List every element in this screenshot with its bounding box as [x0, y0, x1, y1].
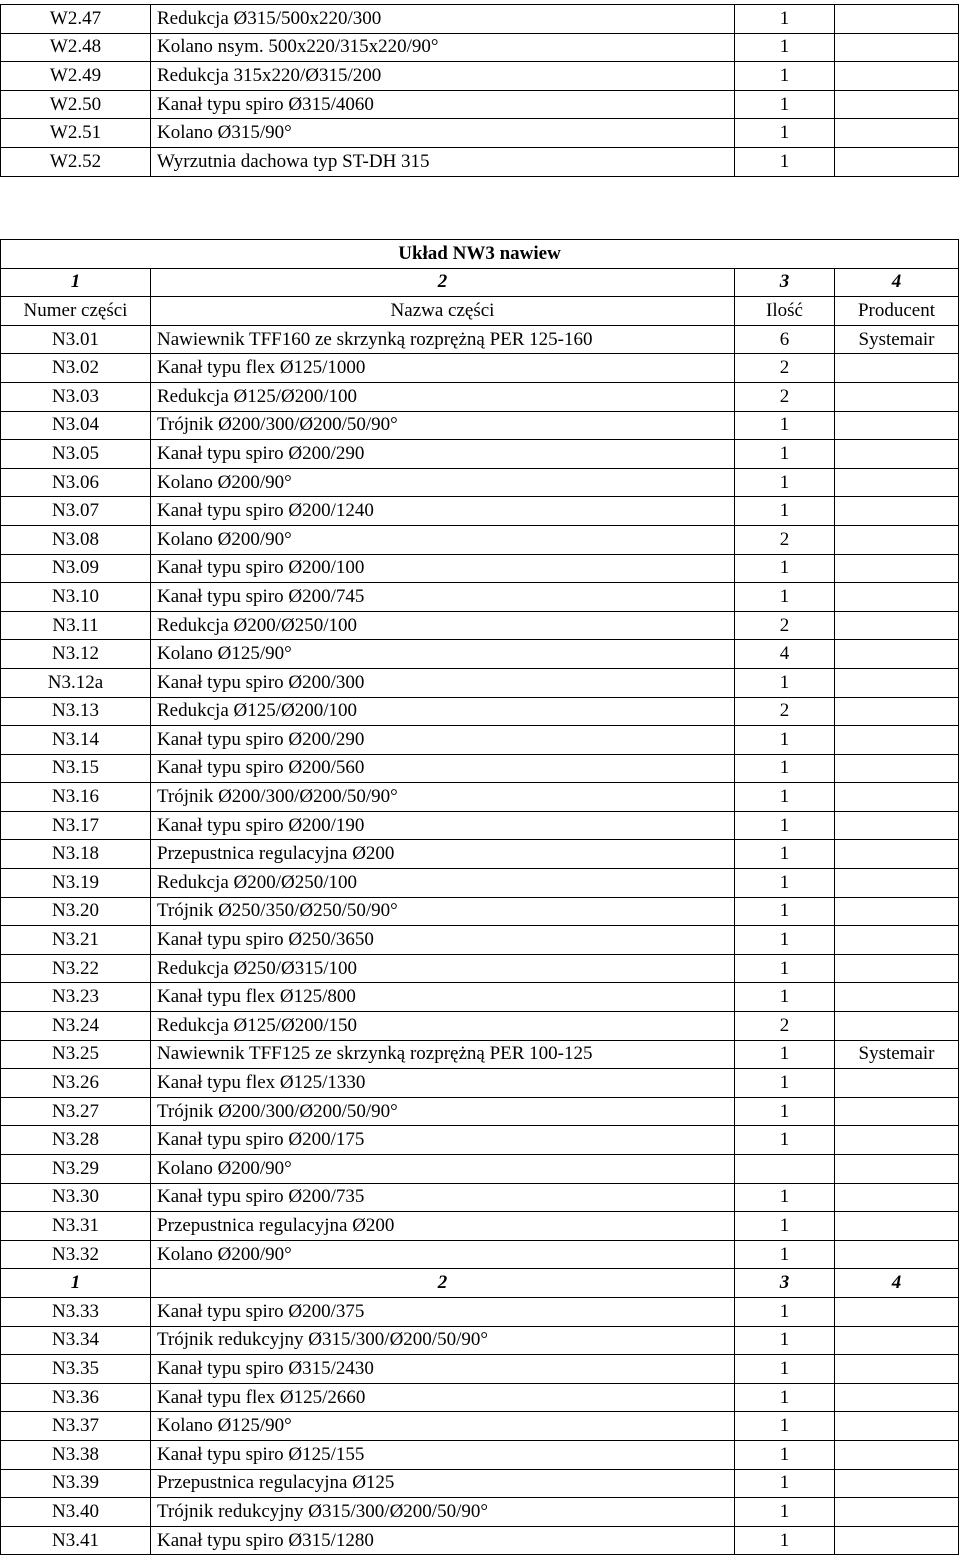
table-row	[1, 354, 959, 383]
part-number-cell: N3.10	[1, 583, 151, 612]
part-name-cell: Kolano Ø125/90°	[151, 640, 735, 669]
part-number-cell: N3.11	[1, 611, 151, 640]
producent-cell	[835, 811, 959, 840]
part-number-cell: N3.28	[1, 1126, 151, 1155]
quantity-cell: 1	[735, 1412, 835, 1441]
quantity-cell: 1	[735, 1126, 835, 1155]
producent-cell	[835, 468, 959, 497]
part-number-cell: N3.22	[1, 954, 151, 983]
quantity-cell: 1	[735, 783, 835, 812]
part-name-cell: Kanał typu spiro Ø200/375	[151, 1297, 735, 1326]
column-number-4: 4	[835, 268, 959, 297]
quantity-cell: 1	[735, 897, 835, 926]
producent-cell	[835, 611, 959, 640]
producent-cell	[835, 1526, 959, 1555]
part-number-cell: N3.34	[1, 1326, 151, 1355]
table-row	[1, 1069, 959, 1098]
producent-cell	[835, 1498, 959, 1527]
table-row	[1, 1126, 959, 1155]
quantity-cell: 1	[735, 726, 835, 755]
column-number-1: 1	[1, 268, 151, 297]
column-number-1-repeat: 1	[1, 1269, 151, 1298]
part-number-cell: N3.32	[1, 1240, 151, 1269]
producent-cell	[835, 1212, 959, 1241]
part-name-cell: Trójnik Ø200/300/Ø200/50/90°	[151, 1097, 735, 1126]
table-row	[1, 1412, 959, 1441]
part-number-cell: N3.14	[1, 726, 151, 755]
quantity-cell: 1	[735, 1040, 835, 1069]
table-row	[1, 1097, 959, 1126]
quantity-cell: 1	[735, 1383, 835, 1412]
part-number-cell: N3.25	[1, 1040, 151, 1069]
table-row	[1, 119, 959, 148]
part-number-cell: N3.35	[1, 1355, 151, 1384]
quantity-cell: 1	[735, 119, 835, 148]
table-row	[1, 754, 959, 783]
part-name-cell: Redukcja Ø200/Ø250/100	[151, 611, 735, 640]
part-name-cell: Kolano Ø200/90°	[151, 1240, 735, 1269]
producent-cell: Systemair	[835, 1040, 959, 1069]
part-number-cell: N3.23	[1, 983, 151, 1012]
part-name-cell: Kanał typu spiro Ø200/175	[151, 1126, 735, 1155]
producent-cell	[835, 1012, 959, 1041]
quantity-cell: 2	[735, 525, 835, 554]
table-row	[1, 1040, 959, 1069]
producent-cell	[835, 119, 959, 148]
quantity-cell: 1	[735, 811, 835, 840]
quantity-cell: 1	[735, 1240, 835, 1269]
part-name-cell: Kanał typu spiro Ø200/290	[151, 726, 735, 755]
quantity-cell: 1	[735, 5, 835, 34]
part-number-cell: N3.27	[1, 1097, 151, 1126]
part-number-cell: W2.50	[1, 90, 151, 119]
part-name-cell: Kanał typu spiro Ø200/745	[151, 583, 735, 612]
quantity-cell: 1	[735, 554, 835, 583]
producent-cell	[835, 583, 959, 612]
producent-cell	[835, 1240, 959, 1269]
quantity-cell: 1	[735, 468, 835, 497]
table-row	[1, 583, 959, 612]
parts-rows-a	[1, 325, 959, 1269]
quantity-cell: 1	[735, 583, 835, 612]
part-name-cell: Kanał typu flex Ø125/1330	[151, 1069, 735, 1098]
part-number-cell: N3.09	[1, 554, 151, 583]
part-name-cell: Redukcja Ø125/Ø200/100	[151, 382, 735, 411]
quantity-cell: 1	[735, 1212, 835, 1241]
part-number-cell: N3.18	[1, 840, 151, 869]
part-name-cell: Kanał typu flex Ø125/800	[151, 983, 735, 1012]
producent-cell	[835, 726, 959, 755]
part-number-cell: N3.39	[1, 1469, 151, 1498]
table-row	[1, 611, 959, 640]
part-name-cell: Nawiewnik TFF125 ze skrzynką rozprężną PER 100-125	[151, 1040, 735, 1069]
producent-cell	[835, 5, 959, 34]
quantity-cell: 2	[735, 697, 835, 726]
part-name-cell: Kolano Ø200/90°	[151, 1155, 735, 1184]
table-row	[1, 869, 959, 898]
part-number-cell: N3.30	[1, 1183, 151, 1212]
part-name-cell: Nawiewnik TFF160 ze skrzynką rozprężną PER 125-160	[151, 325, 735, 354]
part-number-cell: N3.21	[1, 926, 151, 955]
part-name-cell: Kolano Ø200/90°	[151, 525, 735, 554]
section-title-row	[1, 240, 959, 269]
part-name-cell: Trójnik Ø200/300/Ø200/50/90°	[151, 411, 735, 440]
quantity-cell: 1	[735, 90, 835, 119]
table-row	[1, 33, 959, 62]
quantity-cell: 1	[735, 840, 835, 869]
part-number-cell: N3.07	[1, 497, 151, 526]
table-row	[1, 1383, 959, 1412]
quantity-cell: 1	[735, 1326, 835, 1355]
table-row	[1, 1440, 959, 1469]
producent-cell	[835, 1355, 959, 1384]
table-row	[1, 1155, 959, 1184]
part-number-cell: W2.52	[1, 147, 151, 176]
producent-cell	[835, 1326, 959, 1355]
table-row	[1, 640, 959, 669]
quantity-cell: 1	[735, 1097, 835, 1126]
quantity-cell: 1	[735, 62, 835, 91]
quantity-cell: 1	[735, 869, 835, 898]
column-number-row	[1, 268, 959, 297]
part-number-cell: W2.48	[1, 33, 151, 62]
part-number-cell: N3.31	[1, 1212, 151, 1241]
quantity-cell: 1	[735, 1355, 835, 1384]
producent-cell	[835, 382, 959, 411]
table-row	[1, 5, 959, 34]
part-name-cell: Kanał typu spiro Ø315/1280	[151, 1526, 735, 1555]
table-row	[1, 525, 959, 554]
table-row	[1, 325, 959, 354]
part-number-cell: N3.12	[1, 640, 151, 669]
quantity-cell: 1	[735, 1526, 835, 1555]
producent-cell	[835, 1183, 959, 1212]
part-number-cell: N3.12a	[1, 668, 151, 697]
part-number-cell: N3.33	[1, 1297, 151, 1326]
part-name-cell: Redukcja Ø125/Ø200/100	[151, 697, 735, 726]
column-number-3-repeat: 3	[735, 1269, 835, 1298]
producent-cell: Systemair	[835, 325, 959, 354]
table-row	[1, 697, 959, 726]
part-name-cell: Kanał typu spiro Ø200/735	[151, 1183, 735, 1212]
quantity-cell: 2	[735, 611, 835, 640]
part-name-cell: Wyrzutnia dachowa typ ST-DH 315	[151, 147, 735, 176]
part-name-cell: Kanał typu spiro Ø200/1240	[151, 497, 735, 526]
table-row	[1, 983, 959, 1012]
part-name-cell: Redukcja Ø250/Ø315/100	[151, 954, 735, 983]
quantity-cell: 1	[735, 440, 835, 469]
previous-section-body	[1, 5, 959, 177]
column-number-2: 2	[151, 268, 735, 297]
part-name-cell: Kanał typu spiro Ø200/560	[151, 754, 735, 783]
producent-cell	[835, 840, 959, 869]
quantity-cell: 1	[735, 33, 835, 62]
part-name-cell: Kanał typu spiro Ø200/300	[151, 668, 735, 697]
producent-cell	[835, 33, 959, 62]
part-number-cell: N3.20	[1, 897, 151, 926]
part-number-cell: N3.38	[1, 1440, 151, 1469]
quantity-cell: 1	[735, 1069, 835, 1098]
section-title: Układ NW3 nawiew	[1, 240, 959, 269]
table-row	[1, 1469, 959, 1498]
header-producent: Producent	[835, 297, 959, 326]
table-row	[1, 1183, 959, 1212]
quantity-cell: 1	[735, 1297, 835, 1326]
part-number-cell: N3.19	[1, 869, 151, 898]
table-row	[1, 1240, 959, 1269]
producent-cell	[835, 497, 959, 526]
quantity-cell: 1	[735, 1440, 835, 1469]
quantity-cell: 2	[735, 1012, 835, 1041]
part-number-cell: N3.01	[1, 325, 151, 354]
producent-cell	[835, 1383, 959, 1412]
producent-cell	[835, 1412, 959, 1441]
part-name-cell: Przepustnica regulacyjna Ø125	[151, 1469, 735, 1498]
part-name-cell: Redukcja Ø200/Ø250/100	[151, 869, 735, 898]
part-name-cell: Kolano Ø200/90°	[151, 468, 735, 497]
producent-cell	[835, 1440, 959, 1469]
producent-cell	[835, 1069, 959, 1098]
quantity-cell: 1	[735, 983, 835, 1012]
quantity-cell: 2	[735, 354, 835, 383]
quantity-cell: 2	[735, 382, 835, 411]
part-number-cell: N3.13	[1, 697, 151, 726]
producent-cell	[835, 640, 959, 669]
header-quantity: Ilość	[735, 297, 835, 326]
producent-cell	[835, 525, 959, 554]
producent-cell	[835, 90, 959, 119]
part-number-cell: N3.17	[1, 811, 151, 840]
producent-cell	[835, 62, 959, 91]
part-name-cell: Kolano Ø125/90°	[151, 1412, 735, 1441]
part-number-cell: N3.03	[1, 382, 151, 411]
table-row	[1, 1012, 959, 1041]
table-row	[1, 90, 959, 119]
part-number-cell: N3.26	[1, 1069, 151, 1098]
column-number-2-repeat: 2	[151, 1269, 735, 1298]
producent-cell	[835, 897, 959, 926]
part-name-cell: Kanał typu spiro Ø315/2430	[151, 1355, 735, 1384]
header-part-name: Nazwa części	[151, 297, 735, 326]
table-row	[1, 1212, 959, 1241]
quantity-cell: 1	[735, 954, 835, 983]
part-name-cell: Trójnik Ø200/300/Ø200/50/90°	[151, 783, 735, 812]
part-name-cell: Przepustnica regulacyjna Ø200	[151, 840, 735, 869]
part-name-cell: Kanał typu flex Ø125/2660	[151, 1383, 735, 1412]
nw3-parts-table	[0, 239, 959, 1555]
part-number-cell: N3.24	[1, 1012, 151, 1041]
part-name-cell: Kanał typu flex Ø125/1000	[151, 354, 735, 383]
part-name-cell: Trójnik redukcyjny Ø315/300/Ø200/50/90°	[151, 1498, 735, 1527]
part-name-cell: Kanał typu spiro Ø250/3650	[151, 926, 735, 955]
quantity-cell: 1	[735, 497, 835, 526]
producent-cell	[835, 1155, 959, 1184]
quantity-cell	[735, 1155, 835, 1184]
quantity-cell: 1	[735, 1498, 835, 1527]
producent-cell	[835, 1469, 959, 1498]
producent-cell	[835, 926, 959, 955]
part-name-cell: Trójnik redukcyjny Ø315/300/Ø200/50/90°	[151, 1326, 735, 1355]
part-name-cell: Redukcja 315x220/Ø315/200	[151, 62, 735, 91]
part-number-cell: N3.41	[1, 1526, 151, 1555]
producent-cell	[835, 869, 959, 898]
table-row	[1, 840, 959, 869]
producent-cell	[835, 668, 959, 697]
producent-cell	[835, 440, 959, 469]
table-row	[1, 147, 959, 176]
table-row	[1, 382, 959, 411]
part-name-cell: Redukcja Ø125/Ø200/150	[151, 1012, 735, 1041]
part-name-cell: Kolano nsym. 500x220/315x220/90°	[151, 33, 735, 62]
producent-cell	[835, 411, 959, 440]
part-number-cell: N3.15	[1, 754, 151, 783]
part-number-cell: W2.49	[1, 62, 151, 91]
producent-cell	[835, 754, 959, 783]
producent-cell	[835, 1297, 959, 1326]
table-row	[1, 1355, 959, 1384]
column-number-4-repeat: 4	[835, 1269, 959, 1298]
previous-section-table	[0, 4, 959, 177]
table-row	[1, 1297, 959, 1326]
parts-rows-b	[1, 1297, 959, 1554]
header-part-number: Numer części	[1, 297, 151, 326]
producent-cell	[835, 1126, 959, 1155]
part-number-cell: N3.05	[1, 440, 151, 469]
part-number-cell: N3.36	[1, 1383, 151, 1412]
table-row	[1, 1326, 959, 1355]
producent-cell	[835, 783, 959, 812]
part-name-cell: Kanał typu spiro Ø200/190	[151, 811, 735, 840]
part-name-cell: Kanał typu spiro Ø200/290	[151, 440, 735, 469]
part-name-cell: Kolano Ø315/90°	[151, 119, 735, 148]
part-number-cell: N3.40	[1, 1498, 151, 1527]
table-row	[1, 1498, 959, 1527]
part-number-cell: W2.51	[1, 119, 151, 148]
part-number-cell: N3.29	[1, 1155, 151, 1184]
part-name-cell: Redukcja Ø315/500x220/300	[151, 5, 735, 34]
part-number-cell: N3.06	[1, 468, 151, 497]
producent-cell	[835, 983, 959, 1012]
table-row	[1, 811, 959, 840]
quantity-cell: 1	[735, 411, 835, 440]
part-number-cell: N3.08	[1, 525, 151, 554]
quantity-cell: 1	[735, 147, 835, 176]
producent-cell	[835, 354, 959, 383]
table-row	[1, 411, 959, 440]
column-header-row	[1, 297, 959, 326]
part-name-cell: Kanał typu spiro Ø315/4060	[151, 90, 735, 119]
table-row	[1, 468, 959, 497]
table-row	[1, 897, 959, 926]
part-number-cell: N3.16	[1, 783, 151, 812]
table-row	[1, 783, 959, 812]
table-row	[1, 1526, 959, 1555]
producent-cell	[835, 554, 959, 583]
producent-cell	[835, 1097, 959, 1126]
part-number-cell: N3.04	[1, 411, 151, 440]
table-row	[1, 726, 959, 755]
quantity-cell: 1	[735, 668, 835, 697]
producent-cell	[835, 697, 959, 726]
column-number-3: 3	[735, 268, 835, 297]
quantity-cell: 1	[735, 754, 835, 783]
part-name-cell: Kanał typu spiro Ø200/100	[151, 554, 735, 583]
part-number-cell: N3.02	[1, 354, 151, 383]
table-row	[1, 554, 959, 583]
table-row	[1, 497, 959, 526]
producent-cell	[835, 954, 959, 983]
quantity-cell: 1	[735, 1469, 835, 1498]
part-name-cell: Przepustnica regulacyjna Ø200	[151, 1212, 735, 1241]
part-name-cell: Kanał typu spiro Ø125/155	[151, 1440, 735, 1469]
quantity-cell: 1	[735, 926, 835, 955]
table-row	[1, 668, 959, 697]
part-number-cell: W2.47	[1, 5, 151, 34]
table-row	[1, 440, 959, 469]
table-row	[1, 62, 959, 91]
column-number-row-repeat	[1, 1269, 959, 1298]
part-number-cell: N3.37	[1, 1412, 151, 1441]
quantity-cell: 4	[735, 640, 835, 669]
producent-cell	[835, 147, 959, 176]
table-row	[1, 926, 959, 955]
quantity-cell: 1	[735, 1183, 835, 1212]
part-name-cell: Trójnik Ø250/350/Ø250/50/90°	[151, 897, 735, 926]
quantity-cell: 6	[735, 325, 835, 354]
table-row	[1, 954, 959, 983]
